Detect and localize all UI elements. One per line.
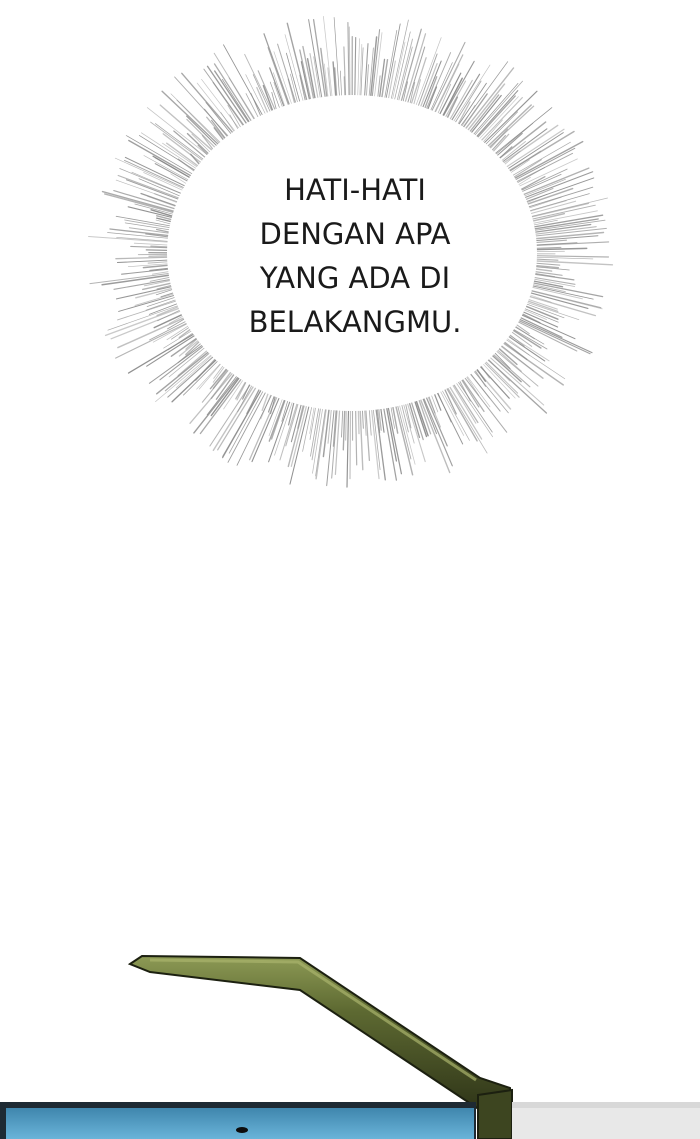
burst-ray [139, 179, 180, 196]
lamp-arm [130, 956, 512, 1110]
desk-lamp-panel [0, 930, 700, 1139]
burst-ray [323, 405, 329, 457]
burst-ray [536, 263, 560, 265]
burst-ray [358, 411, 359, 434]
burst-ray [268, 48, 289, 108]
burst-ray [126, 136, 195, 176]
burst-ray [204, 69, 246, 128]
burst-ray [516, 318, 592, 353]
burst-ray [348, 23, 349, 96]
bubble-text [200, 168, 510, 344]
burst-ray [274, 52, 294, 111]
burst-ray [197, 83, 235, 132]
burst-ray [285, 35, 305, 107]
burst-ray [438, 84, 451, 113]
burst-ray [364, 44, 368, 103]
burst-ray [108, 303, 185, 330]
burst-ray [519, 179, 566, 198]
bubble-line-4: BELAKANGMU. [248, 305, 462, 339]
burst-ray [343, 407, 345, 450]
burst-ray [350, 409, 351, 479]
burst-ray [511, 317, 590, 354]
burst-ray [356, 403, 357, 465]
burst-ray [425, 53, 451, 113]
bubble-line-3: YANG ADA DI [259, 261, 451, 295]
screen-cursor [236, 1127, 248, 1133]
burst-ray [245, 54, 276, 118]
burst-ray [533, 247, 561, 248]
burst-ray [160, 346, 203, 380]
burst-ray [535, 257, 593, 259]
burst-ray [358, 39, 360, 98]
burst-ray [527, 261, 613, 265]
burst-ray [355, 38, 356, 98]
burst-ray [115, 158, 186, 190]
burst-ray [369, 407, 371, 435]
burst-ray [346, 410, 347, 440]
burst-ray [146, 250, 167, 251]
burst-ray [480, 120, 502, 145]
burst-ray [469, 83, 518, 139]
burst-ray [168, 331, 195, 350]
bubble-line-1: HATI-HATI [284, 173, 426, 207]
burst-ray [278, 44, 297, 104]
burst-ray [527, 256, 608, 257]
burst-ray [418, 54, 437, 106]
burst-ray [484, 356, 547, 413]
burst-ray [116, 257, 172, 259]
burst-ray [287, 23, 307, 101]
burst-ray [147, 108, 213, 160]
burst-ray [477, 97, 519, 142]
burst-ray [332, 406, 338, 478]
burst-ray [487, 354, 544, 405]
burst-ray [290, 400, 310, 484]
bubble-line-2: DENGAN APA [259, 217, 451, 251]
burst-ray [102, 274, 175, 284]
burst-ray [534, 259, 558, 260]
burst-ray [228, 386, 269, 462]
screen-body [6, 1108, 474, 1139]
burst-ray [533, 242, 609, 246]
burst-ray [347, 404, 349, 487]
lamp-stem [478, 1090, 512, 1139]
screen-frame-right-inner [512, 1108, 700, 1139]
